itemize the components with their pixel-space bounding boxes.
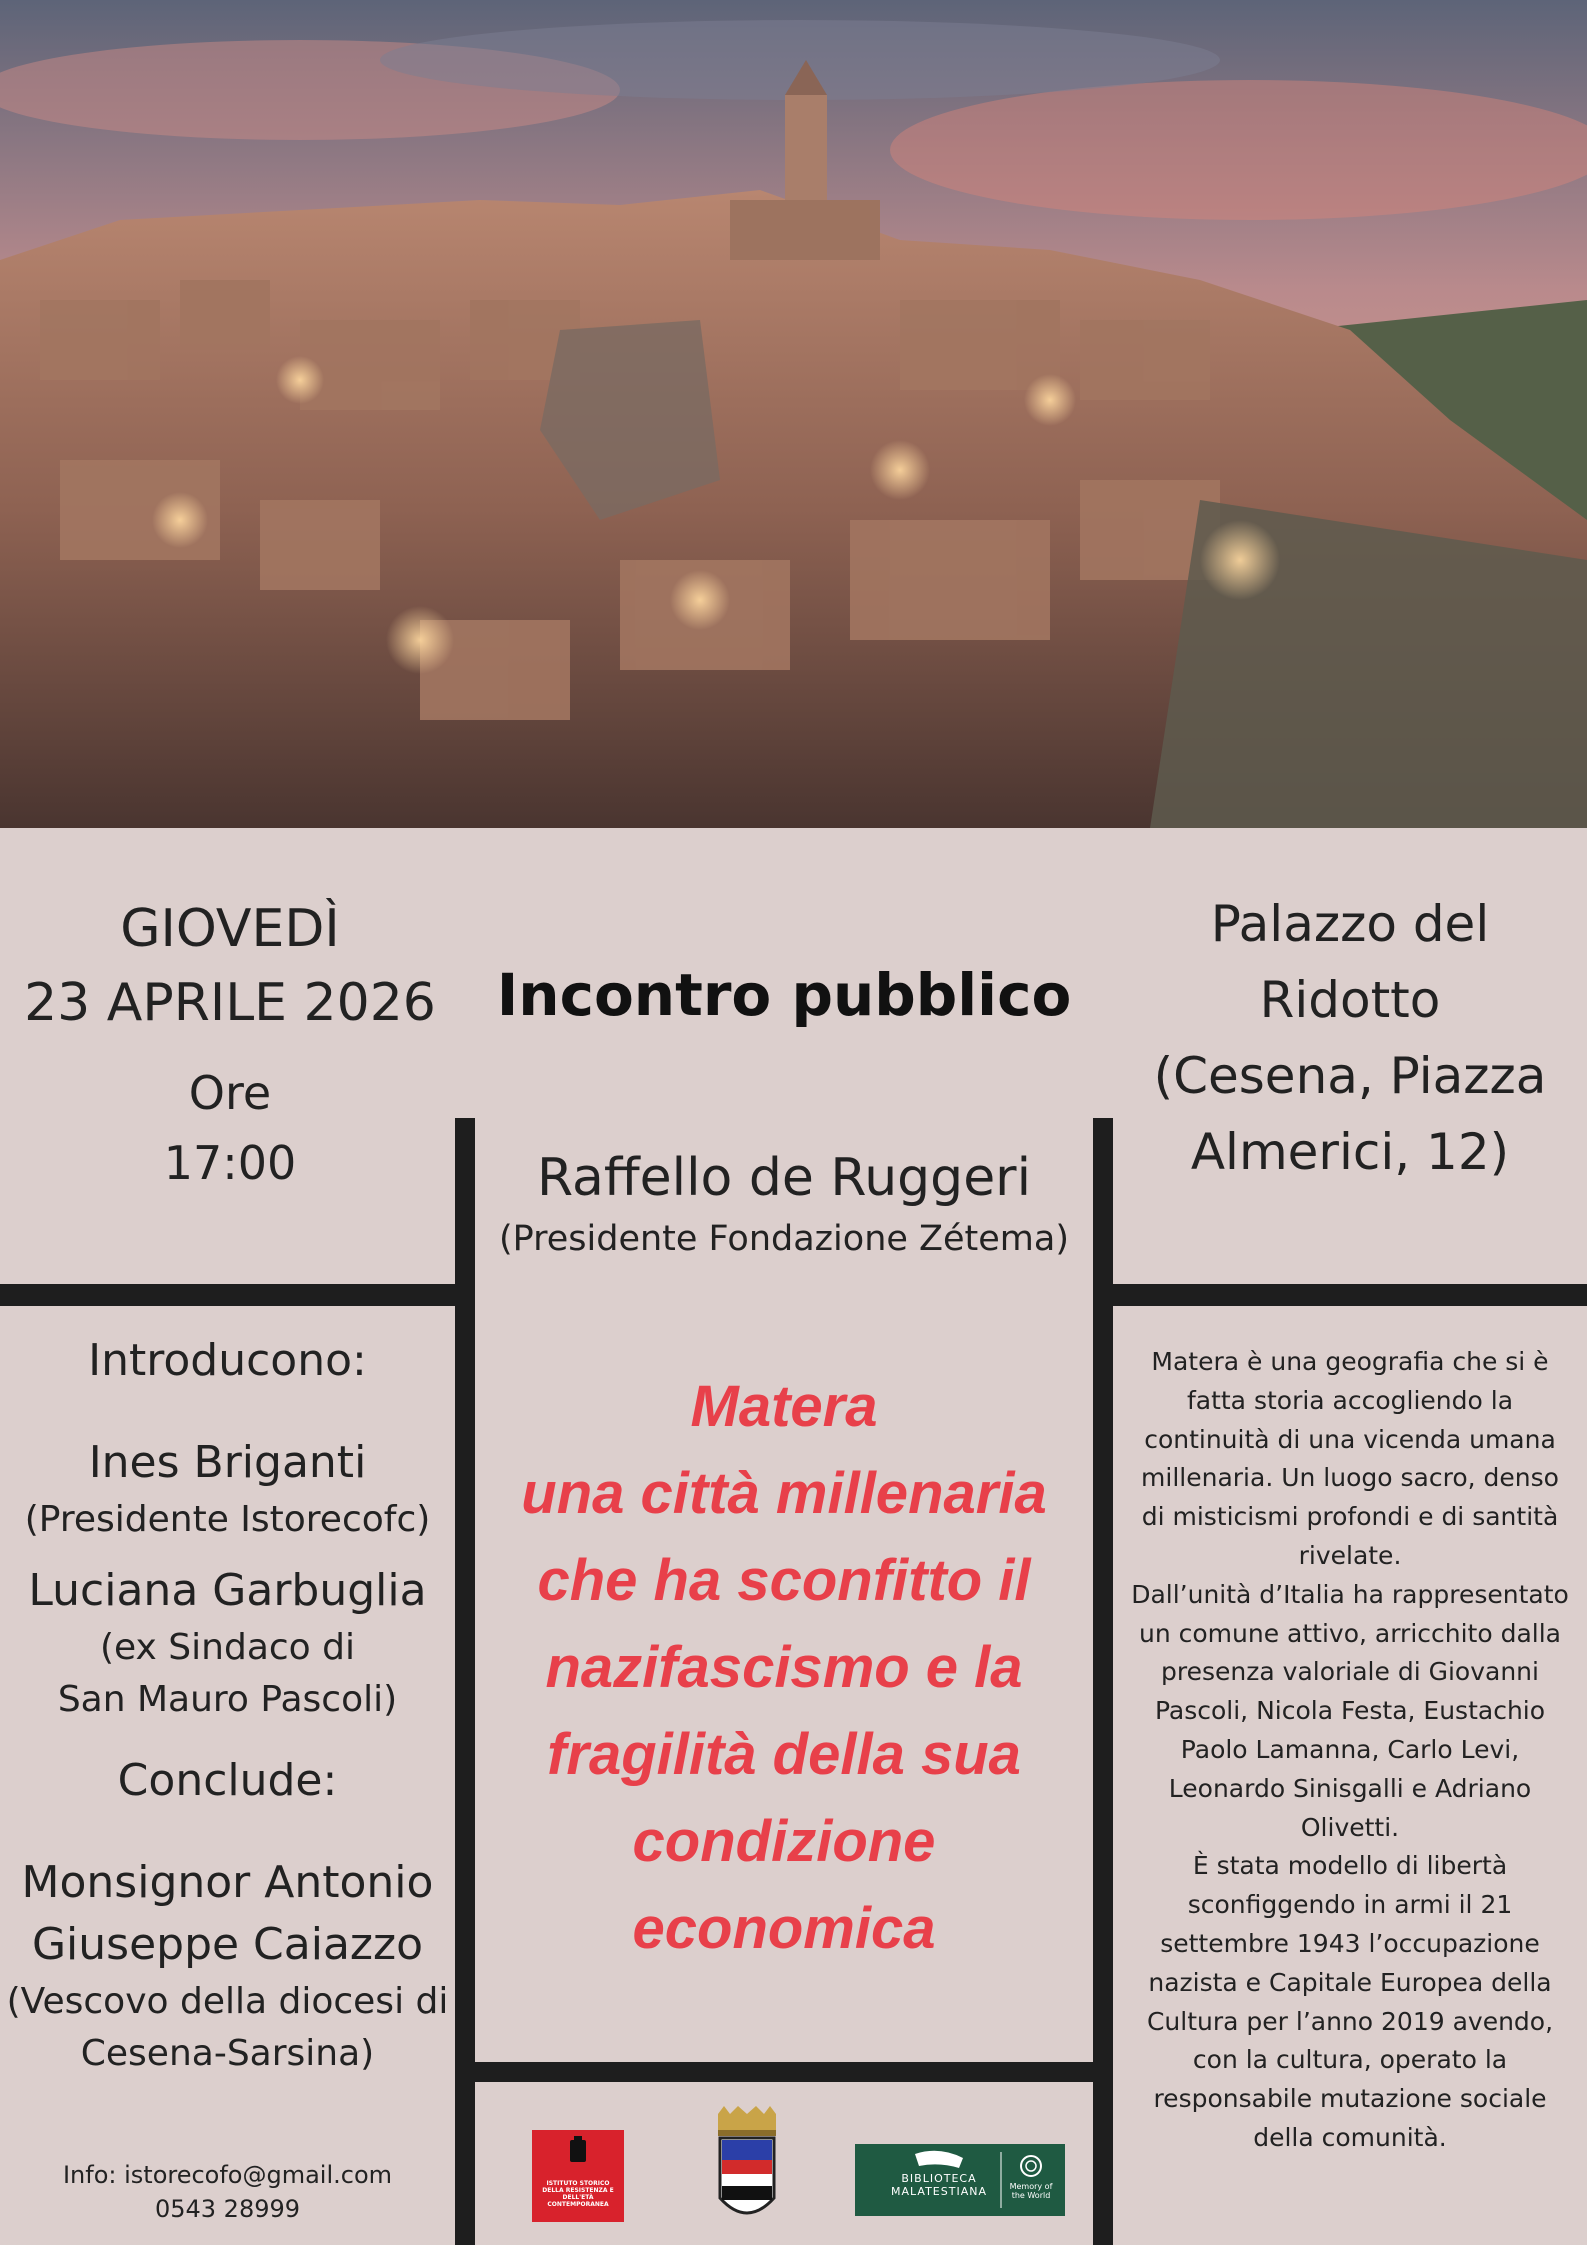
event-date: 23 APRILE 2026 [24,973,436,1033]
event-type-title: Incontro pubblico [496,961,1072,1029]
memory-of-the-world-text: the World [1011,2191,1051,2200]
event-time: 17:00 [163,1136,297,1190]
istituto-logo-text: ISTITUTO STORICO DELLA RESISTENZA E DELL'ETÀ CONTEMPORANEA [542,2180,614,2208]
event-title-line: fragilità della sua [547,1722,1021,1787]
description-line: settembre 1943 l’occupazione [1160,1928,1540,1958]
speaker-role: (Presidente Fondazione Zétema) [498,1219,1070,1259]
memory-of-the-world-text: Memory of [1009,2182,1053,2191]
description-line: È stata modello di libertà [1192,1851,1508,1881]
description-line: rivelate. [1298,1540,1402,1570]
speaker-name: Raffello de Ruggeri [536,1148,1032,1208]
conclusion-heading: Conclude: [117,1755,338,1806]
description-line: sconfiggendo in armi il 21 [1187,1890,1513,1920]
time-label: Ore [188,1066,272,1120]
date-block [0,892,460,1198]
description-line: presenza valoriale di Giovanni [1161,1657,1539,1687]
description-line: un comune attivo, arricchito dalla [1138,1618,1561,1648]
headline-block [475,955,1093,1035]
description-line: Paolo Lamanna, Carlo Levi, [1180,1734,1520,1764]
description-line: Olivetti. [1300,1812,1400,1842]
event-title-line: economica [632,1896,936,1961]
istituto-storico-logo [532,2130,624,2222]
intro-person-role: (ex Sindaco di [99,1627,355,1668]
conclusion-name: Giuseppe Caiazzo [31,1919,424,1970]
description-line: millenaria. Un luogo sacro, denso [1141,1463,1559,1493]
description-line: di misticismi profondi e di santità [1141,1502,1559,1532]
event-title-line: che ha sconfitto il [537,1548,1031,1613]
event-day: GIOVEDÌ [120,899,340,959]
crest-icon [712,2106,782,2230]
divider-center-horizontal [455,2062,1113,2082]
divider-right-horizontal [1093,1284,1587,1306]
description-line: responsabile mutazione sociale [1153,2084,1547,2114]
istituto-emblem-icon [532,2130,624,2180]
venue-line: Palazzo del [1210,895,1490,953]
divider-left-horizontal [0,1284,475,1306]
description-line: della comunità. [1253,2122,1447,2152]
description-line: nazista e Capitale Europea della [1148,1967,1552,1997]
event-title-line: Matera [690,1374,878,1439]
contact-phone: 0543 28999 [154,2195,301,2223]
venue-line: (Cesena, Piazza [1153,1047,1547,1105]
description-line: Pascoli, Nicola Festa, Eustachio [1154,1696,1546,1726]
contact-block [0,2158,455,2226]
intro-person-role: San Mauro Pascoli) [57,1679,398,1720]
intro-person-role: (Presidente Istorecofc) [24,1499,431,1540]
intro-block [0,1330,455,2080]
intro-person-name: Luciana Garbuglia [28,1565,427,1616]
description-block [1113,1343,1587,2158]
cesena-crest-logo [712,2106,782,2230]
conclusion-role: (Vescovo della diocesi di [6,1981,449,2022]
description-line: Leonardo Sinisgalli e Adriano [1168,1773,1532,1803]
conclusion-name: Monsignor Antonio [21,1857,434,1908]
intro-person-name: Ines Briganti [88,1437,367,1488]
venue-block [1113,886,1587,1190]
conclusion-role: Cesena-Sarsina) [80,2033,375,2074]
event-title-block [475,1363,1093,1972]
contact-email: Info: istorecofo@gmail.com [62,2161,393,2189]
venue-line: Ridotto [1259,971,1441,1029]
event-title-line: nazifascismo e la [545,1635,1023,1700]
hero-image-matera [0,0,1587,828]
event-title-line: una città millenaria [521,1461,1047,1526]
event-title-line: condizione [632,1809,936,1874]
description-line: fatta storia accogliendo la [1186,1385,1514,1415]
biblioteca-name: MALATESTIANA [891,2185,987,2198]
description-line: con la cultura, operato la [1192,2045,1508,2075]
biblioteca-malatestiana-logo [855,2144,1065,2216]
biblioteca-name: BIBLIOTECA [901,2172,977,2185]
speaker-block [475,1143,1093,1265]
description-line: Cultura per l’anno 2019 avendo, [1146,2006,1554,2036]
description-line: Dall’unità d’Italia ha rappresentato [1131,1579,1569,1609]
description-line: Matera è una geografia che si è [1151,1347,1549,1376]
venue-line: Almerici, 12) [1190,1123,1510,1181]
intro-heading: Introducono: [88,1335,367,1386]
matera-cityscape [0,0,1587,828]
description-line: continuità di una vicenda umana [1144,1424,1556,1454]
